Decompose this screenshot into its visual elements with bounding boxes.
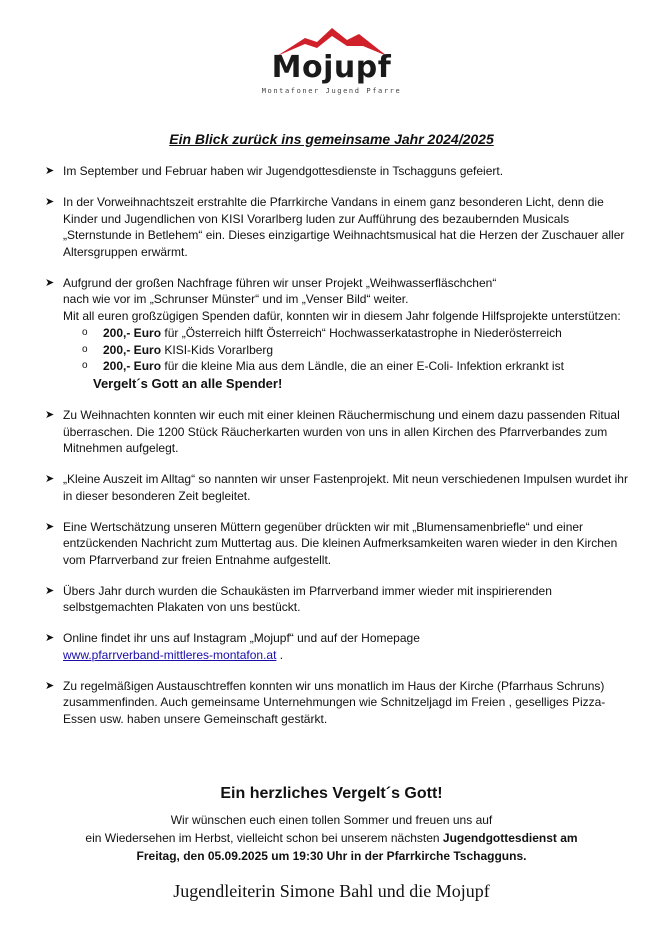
arrow-bullet-icon: ➤ (45, 584, 55, 597)
list-item (45, 275, 635, 393)
logo (0, 28, 663, 95)
item-text: Aufgrund der großen Nachfrage führen wir unser Projekt „Weihwasserfläschchen“ (63, 275, 497, 290)
arrow-bullet-icon: ➤ (45, 276, 55, 289)
item-text: Zu regelmäßigen Austauschtreffen konnten wir uns monatlich im Haus der Kirche (Pfarrhaus Schruns) zusammenfinden. Auch gemeinsame Unternehmungen wie Schnitzeljagd im Freien , geselliges Pizza-Essen usw. haben unsere Gemeinschaft gestärkt. (63, 678, 606, 726)
list-item (45, 163, 635, 180)
circle-bullet-icon: o (82, 343, 88, 355)
bullet-list (45, 163, 635, 742)
item-text: . (276, 647, 284, 662)
list-item (45, 194, 635, 260)
item-text: nach wie vor im „Schrunser Münster“ und im „Venser Bild“ weiter. (63, 292, 409, 306)
page-title: Ein Blick zurück ins gemeinsame Jahr 2024/2025 (169, 131, 494, 147)
item-text: Übers Jahr durch wurden die Schaukästen im Pfarrverband immer wieder mit inspirierenden selbstgemachten Plakaten von uns bestückt. (63, 583, 552, 614)
donation-item (73, 358, 635, 375)
arrow-bullet-icon: ➤ (45, 165, 55, 177)
circle-bullet-icon: o (82, 360, 88, 371)
donation-list (73, 325, 635, 375)
logo-tagline: Montafoner Jugend Pfarre (261, 87, 402, 95)
donation-amount: 200,- Euro (103, 342, 162, 357)
closing-event-line: Freitag, den 05.09.2025 um 19:30 Uhr in der Pfarrkirche Tschagguns. (136, 849, 527, 863)
list-item (45, 407, 635, 457)
thanks-heading: Ein herzliches Vergelt´s Gott! (220, 785, 443, 802)
list-item (45, 630, 635, 663)
circle-bullet-icon: o (82, 327, 88, 338)
item-text: In der Vorweihnachtszeit erstrahlte die Pfarrkirche Vandans in einem ganz besonderen Licht, denn die Kinder und Jugendlichen von KISI Vorarlberg luden zur Aufführung des bezaubernden Musicals „Sternstunde in Betlehem“ ein. Dieses einzigartige Weihnachtsmusical hat die Herzen der Zuschauer aller Altersgruppen erwärmt. (63, 195, 625, 259)
item-text: Zu Weihnachten konnten wir euch mit einer kleinen Räuchermischung und einem dazu passenden Ritual überraschen. Die 1200 Stück Räucherkarten wurden von uns in allen Kirchen des Pfarrverbandes zum Mitnehmen aufgelegt. (63, 408, 620, 455)
arrow-bullet-icon: ➤ (45, 409, 55, 421)
donor-thanks: Vergelt´s Gott an alle Spender! (93, 375, 283, 391)
item-text: Eine Wertschätzung unseren Müttern gegenüber drückten wir mit „Blumensamenbriefle“ und einer entzückenden Nachricht zum Muttertag aus. Die kleinen Aufmerksamkeiten waren wieder in den Kirchen vom Pfarrverband zur freien Entnahme aufgestellt. (63, 519, 618, 567)
arrow-bullet-icon: ➤ (45, 520, 55, 533)
list-item (45, 678, 635, 728)
donation-text: für die kleine Mia aus dem Ländle, die an einer E-Coli- Infektion erkrankt ist (161, 359, 564, 373)
arrow-bullet-icon: ➤ (45, 632, 55, 644)
donation-text: für „Österreich hilft Österreich“ Hochwasserkatastrophe in Niederösterreich (161, 326, 562, 340)
closing-line: Wir wünschen euch einen tollen Sommer und freuen uns auf (170, 813, 493, 827)
donation-item (73, 325, 635, 342)
closing-text (0, 811, 663, 865)
closing-line: ein Wiedersehen im Herbst, vielleicht schon bei unserem nächsten (85, 831, 443, 845)
arrow-bullet-icon: ➤ (45, 196, 55, 208)
donation-text: KISI-Kids Vorarlberg (161, 342, 274, 357)
donation-item (73, 342, 635, 359)
item-text: „Kleine Auszeit im Alltag“ so nannten wir unser Fastenprojekt. Mit neun verschiedenen Impulsen wurdet ihr in dieser besonderen Zeit begleitet. (63, 472, 628, 503)
closing-line-bold: Jugendgottesdienst am (442, 831, 578, 845)
list-item (45, 519, 635, 569)
list-item (45, 583, 635, 616)
homepage-link[interactable]: www.pfarrverband-mittleres-montafon.at (63, 647, 277, 662)
list-item (45, 471, 635, 504)
donation-amount: 200,- Euro (103, 359, 162, 373)
donation-amount: 200,- Euro (103, 326, 162, 340)
item-text: Mit all euren großzügigen Spenden dafür, konnten wir in diesem Jahr folgende Hilfsprojekte unterstützen: (63, 308, 621, 323)
logo-wordmark: Mojupf (271, 50, 392, 85)
signature: Jugendleiterin Simone Bahl und die Mojupf (173, 881, 490, 901)
arrow-bullet-icon: ➤ (45, 679, 55, 692)
arrow-bullet-icon: ➤ (45, 473, 55, 485)
item-text: Online findet ihr uns auf Instagram „Mojupf“ und auf der Homepage (63, 631, 420, 645)
item-text: Im September und Februar haben wir Jugendgottesdienste in Tschagguns gefeiert. (63, 164, 504, 178)
